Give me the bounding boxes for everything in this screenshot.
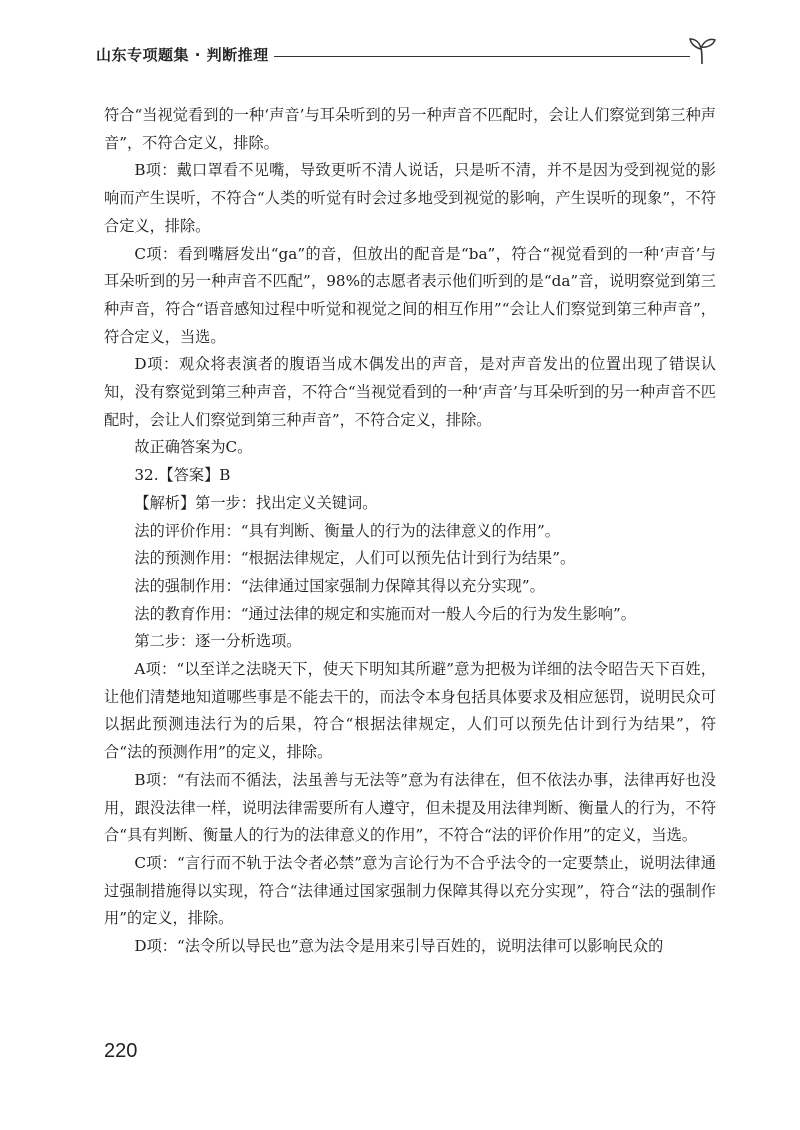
paragraph: 32.【答案】B xyxy=(134,466,231,485)
paragraph: 法的评价作用：“具有判断、衡量人的行为的法律意义的作用”。 xyxy=(134,521,560,540)
paragraph: 法的强制作用：“法律通过国家强制力保障其得以充分实现”。 xyxy=(134,576,545,595)
paragraph: 法的预测作用：“根据法律规定，人们可以预先估计到行为结果”。 xyxy=(134,549,576,568)
header-title: 山东专项题集 · 判断推理 xyxy=(96,46,269,64)
paragraph: B项：“有法而不循法，法虽善与无法等”意为有法律在，但不依法办事，法律再好也没用，跟没法律一样，说明法律需要所有人遵守，但未提及用法律判断、衡量人的行为，不符合“具有判断、衡量人的行为的法律意义的作用”，不符合“法的评价作用”的定义，当选。 xyxy=(104,770,716,845)
paragraph: 法的教育作用：“通过法律的规定和实施而对一般人今后的行为发生影响”。 xyxy=(134,604,636,623)
paragraph: C项：“言行而不轨于法令者必禁”意为言论行为不合乎法令的一定要禁止，说明法律通过强制措施得以实现，符合“法律通过国家强制力保障其得以充分实现”，符合“法的强制作用”的定义，排除。 xyxy=(104,853,716,928)
paragraph: 故正确答案为C。 xyxy=(134,438,253,457)
header-rule xyxy=(274,56,690,57)
page-number: 220 xyxy=(104,1040,138,1062)
paragraph: 第二步：逐一分析选项。 xyxy=(134,632,302,651)
sprout-icon xyxy=(686,34,718,66)
paragraph: B项：戴口罩看不见嘴，导致更听不清人说话，只是听不清，并不是因为受到视觉的影响而产生误听，不符合“人类的听觉有时会过多地受到视觉的影响，产生误听的现象”，不符合定义，排除。 xyxy=(104,161,716,235)
paragraph: D项：观众将表演者的腹语当成木偶发出的声音，是对声音发出的位置出现了错误认知，没有察觉到第三种声音，不符合“当视觉看到的一种‘声音’与耳朵听到的另一种声音不匹配时，会让人们察觉到第三种声音”，不符合定义，排除。 xyxy=(104,355,716,429)
paragraph: C项：看到嘴唇发出“ga”的音，但放出的配音是“ba”，符合“视觉看到的一种‘声音’与耳朵听到的另一种声音不匹配”，98%的志愿者表示他们听到的是“da”音，说明察觉到第三种声音，符合“语音感知过程中听觉和视觉之间的相互作用”“会让人们察觉到第三种声音”，符合定义，当选。 xyxy=(104,244,716,346)
running-header xyxy=(96,34,718,70)
answer-explanation-body xyxy=(104,102,716,961)
paragraph: A项：“以至详之法晓天下，使天下明知其所避”意为把极为详细的法令昭告天下百姓，让他们清楚地知道哪些事是不能去干的，而法令本身包括具体要求及相应惩罚，说明民众可以据此预测违法行为的后果，符合“根据法律规定，人们可以预先估计到行为结果”，符合“法的预测作用”的定义，排除。 xyxy=(104,660,716,762)
paragraph: 【解析】第一步：找出定义关键词。 xyxy=(134,493,378,512)
paragraph: D项：“法令所以导民也”意为法令是用来引导百姓的，说明法律可以影响民众的 xyxy=(134,937,664,956)
paragraph: 符合“当视觉看到的一种‘声音’与耳朵听到的另一种声音不匹配时，会让人们察觉到第三种声音”，不符合定义，排除。 xyxy=(104,106,716,152)
